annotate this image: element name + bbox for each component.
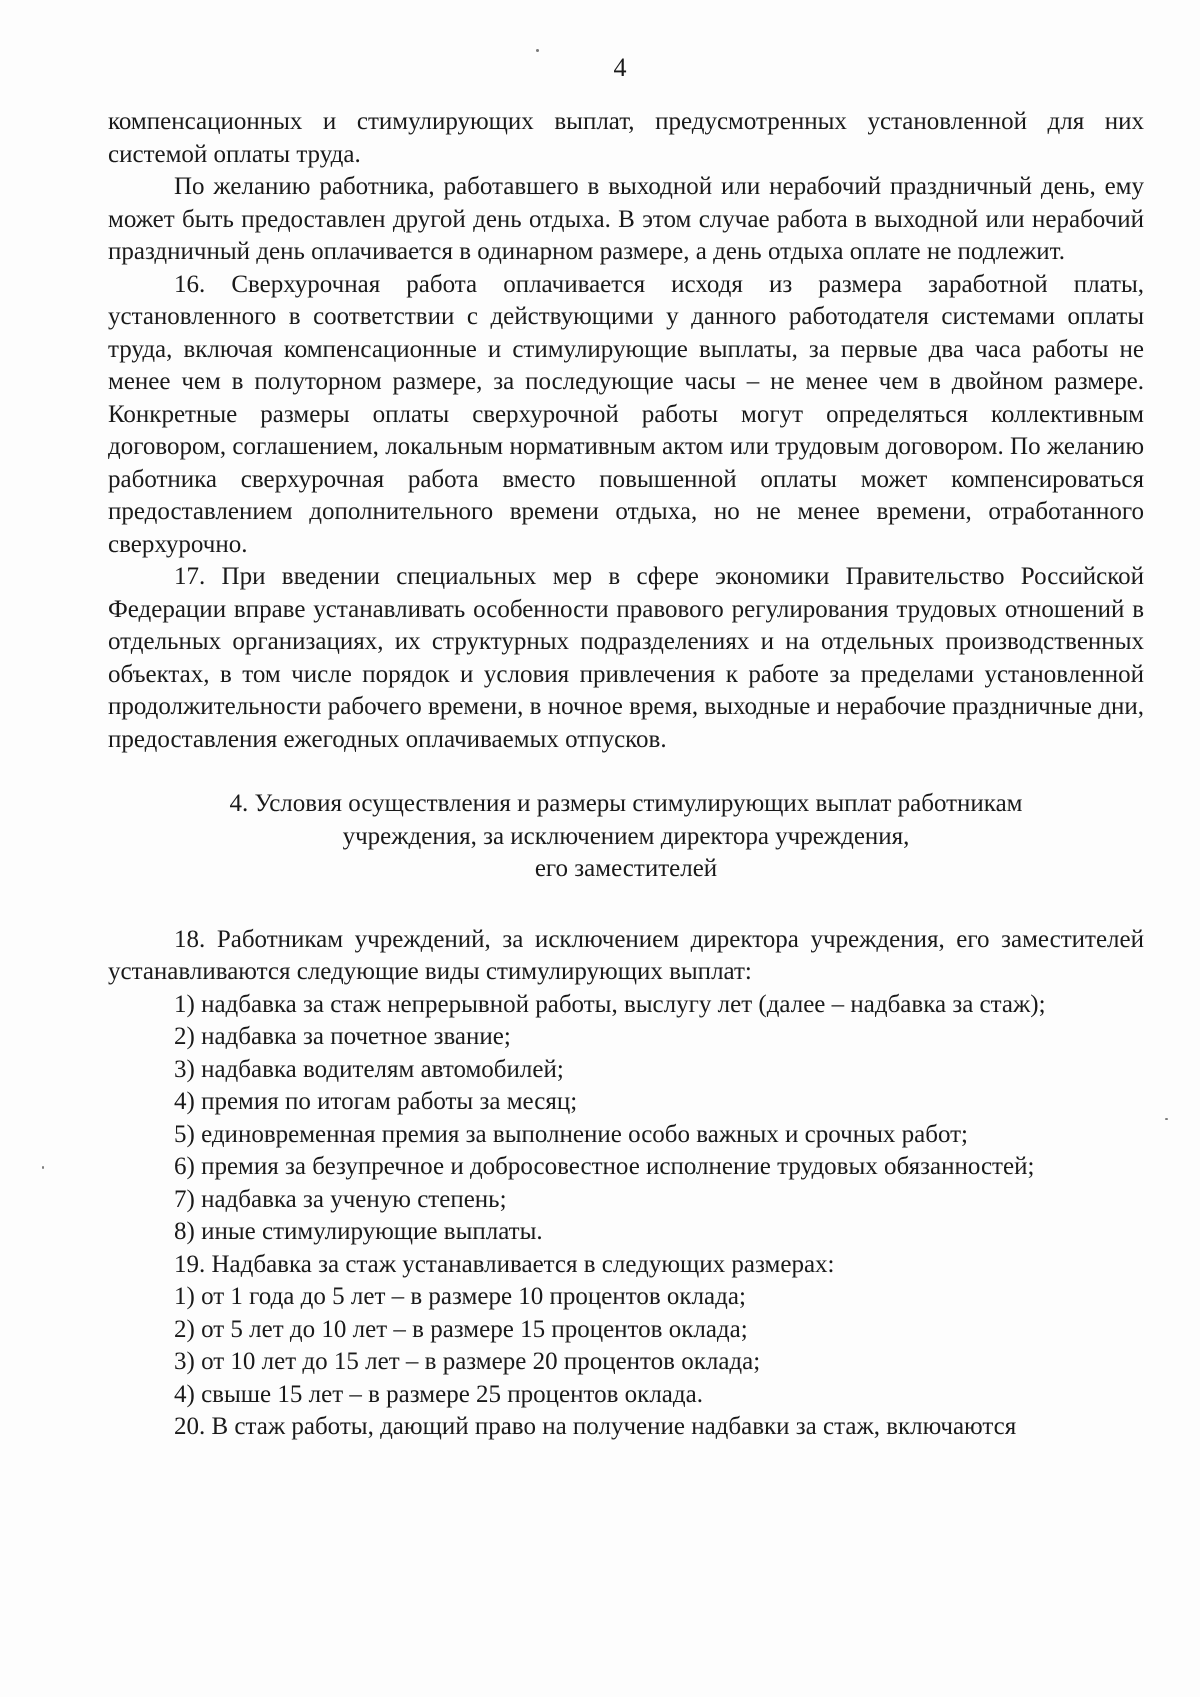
- section-heading-line-2: учреждения, за исключением директора учреждения,: [342, 822, 910, 850]
- scan-speck: [1165, 1118, 1168, 1120]
- scan-speck: [42, 1166, 44, 1169]
- paragraph-18: 18. Работникам учреждений, за исключением директора учреждения, его заместителей устанавливаются следующие виды стимулирующих выплат:: [108, 925, 1144, 985]
- section-heading-line-1: 4. Условия осуществления и размеры стимулирующих выплат работникам: [229, 790, 1023, 817]
- section-heading-line-3: его заместителей: [534, 855, 718, 882]
- list-item: 2) надбавка за почетное звание;: [174, 1023, 511, 1050]
- list-item: 3) от 10 лет до 15 лет – в размере 20 процентов оклада;: [174, 1348, 761, 1375]
- paragraph-20: 20. В стаж работы, дающий право на получение надбавки за стаж, включаются: [174, 1413, 1017, 1440]
- list-item: 4) премия по итогам работы за месяц;: [174, 1088, 578, 1115]
- list-item: 8) иные стимулирующие выплаты.: [174, 1218, 543, 1245]
- list-item: 4) свыше 15 лет – в размере 25 процентов оклада.: [174, 1380, 703, 1408]
- list-item: 6) премия за безупречное и добросовестное исполнение трудовых обязанностей;: [174, 1153, 1035, 1180]
- list-item: 1) надбавка за стаж непрерывной работы, выслугу лет (далее – надбавка за стаж);: [174, 990, 1046, 1018]
- paragraph-continuation: компенсационных и стимулирующих выплат, предусмотренных установленной для них системой оплаты труда.: [108, 108, 1144, 168]
- list-item: 2) от 5 лет до 10 лет – в размере 15 процентов оклада;: [174, 1315, 748, 1343]
- list-item: 7) надбавка за ученую степень;: [174, 1185, 507, 1213]
- list-item: 1) от 1 года до 5 лет – в размере 10 процентов оклада;: [174, 1283, 746, 1310]
- paragraph-day-off: По желанию работника, работавшего в выходной или нерабочий праздничный день, ему может быть предоставлен другой день отдыха. В этом случае работа в выходной или нерабочий праздничный день оплачивается в одинарном размере, а день отдыха оплате не подлежит.: [108, 173, 1144, 265]
- list-item: 5) единовременная премия за выполнение особо важных и срочных работ;: [174, 1120, 968, 1148]
- section-heading: [108, 788, 1144, 886]
- paragraph-19: 19. Надбавка за стаж устанавливается в следующих размерах:: [174, 1250, 835, 1278]
- document-body: [108, 106, 1144, 1444]
- list-item: 3) надбавка водителям автомобилей;: [174, 1055, 564, 1083]
- paragraph-16: 16. Сверхурочная работа оплачивается исходя из размера заработной платы, установленного в соответствии с действующими у данного работодателя системами оплаты труда, включая компенсационные и стимулирующие выплаты, за первые два часа работы не менее чем в полуторном размере, за последующие часы – не менее чем в двойном размере. Конкретные размеры оплаты сверхурочной работы могут определяться коллективным договором, соглашением, локальным нормативным актом или трудовым договором. По желанию работника сверхурочная работа вместо повышенной оплаты может компенсироваться предоставлением дополнительного времени отдыха, но не менее времени, отработанного сверхурочно.: [108, 270, 1144, 558]
- paragraph-17: 17. При введении специальных мер в сфере экономики Правительство Российской Федерации вправе устанавливать особенности правового регулирования трудовых отношений в отдельных организациях, их структурных подразделениях и на отдельных производственных объектах, в том числе порядок и условия привлечения к работе за пределами установленной продолжительности рабочего времени, в ночное время, выходные и нерабочие праздничные дни, предоставления ежегодных оплачиваемых отпусков.: [108, 563, 1144, 753]
- page-number: 4: [613, 53, 627, 82]
